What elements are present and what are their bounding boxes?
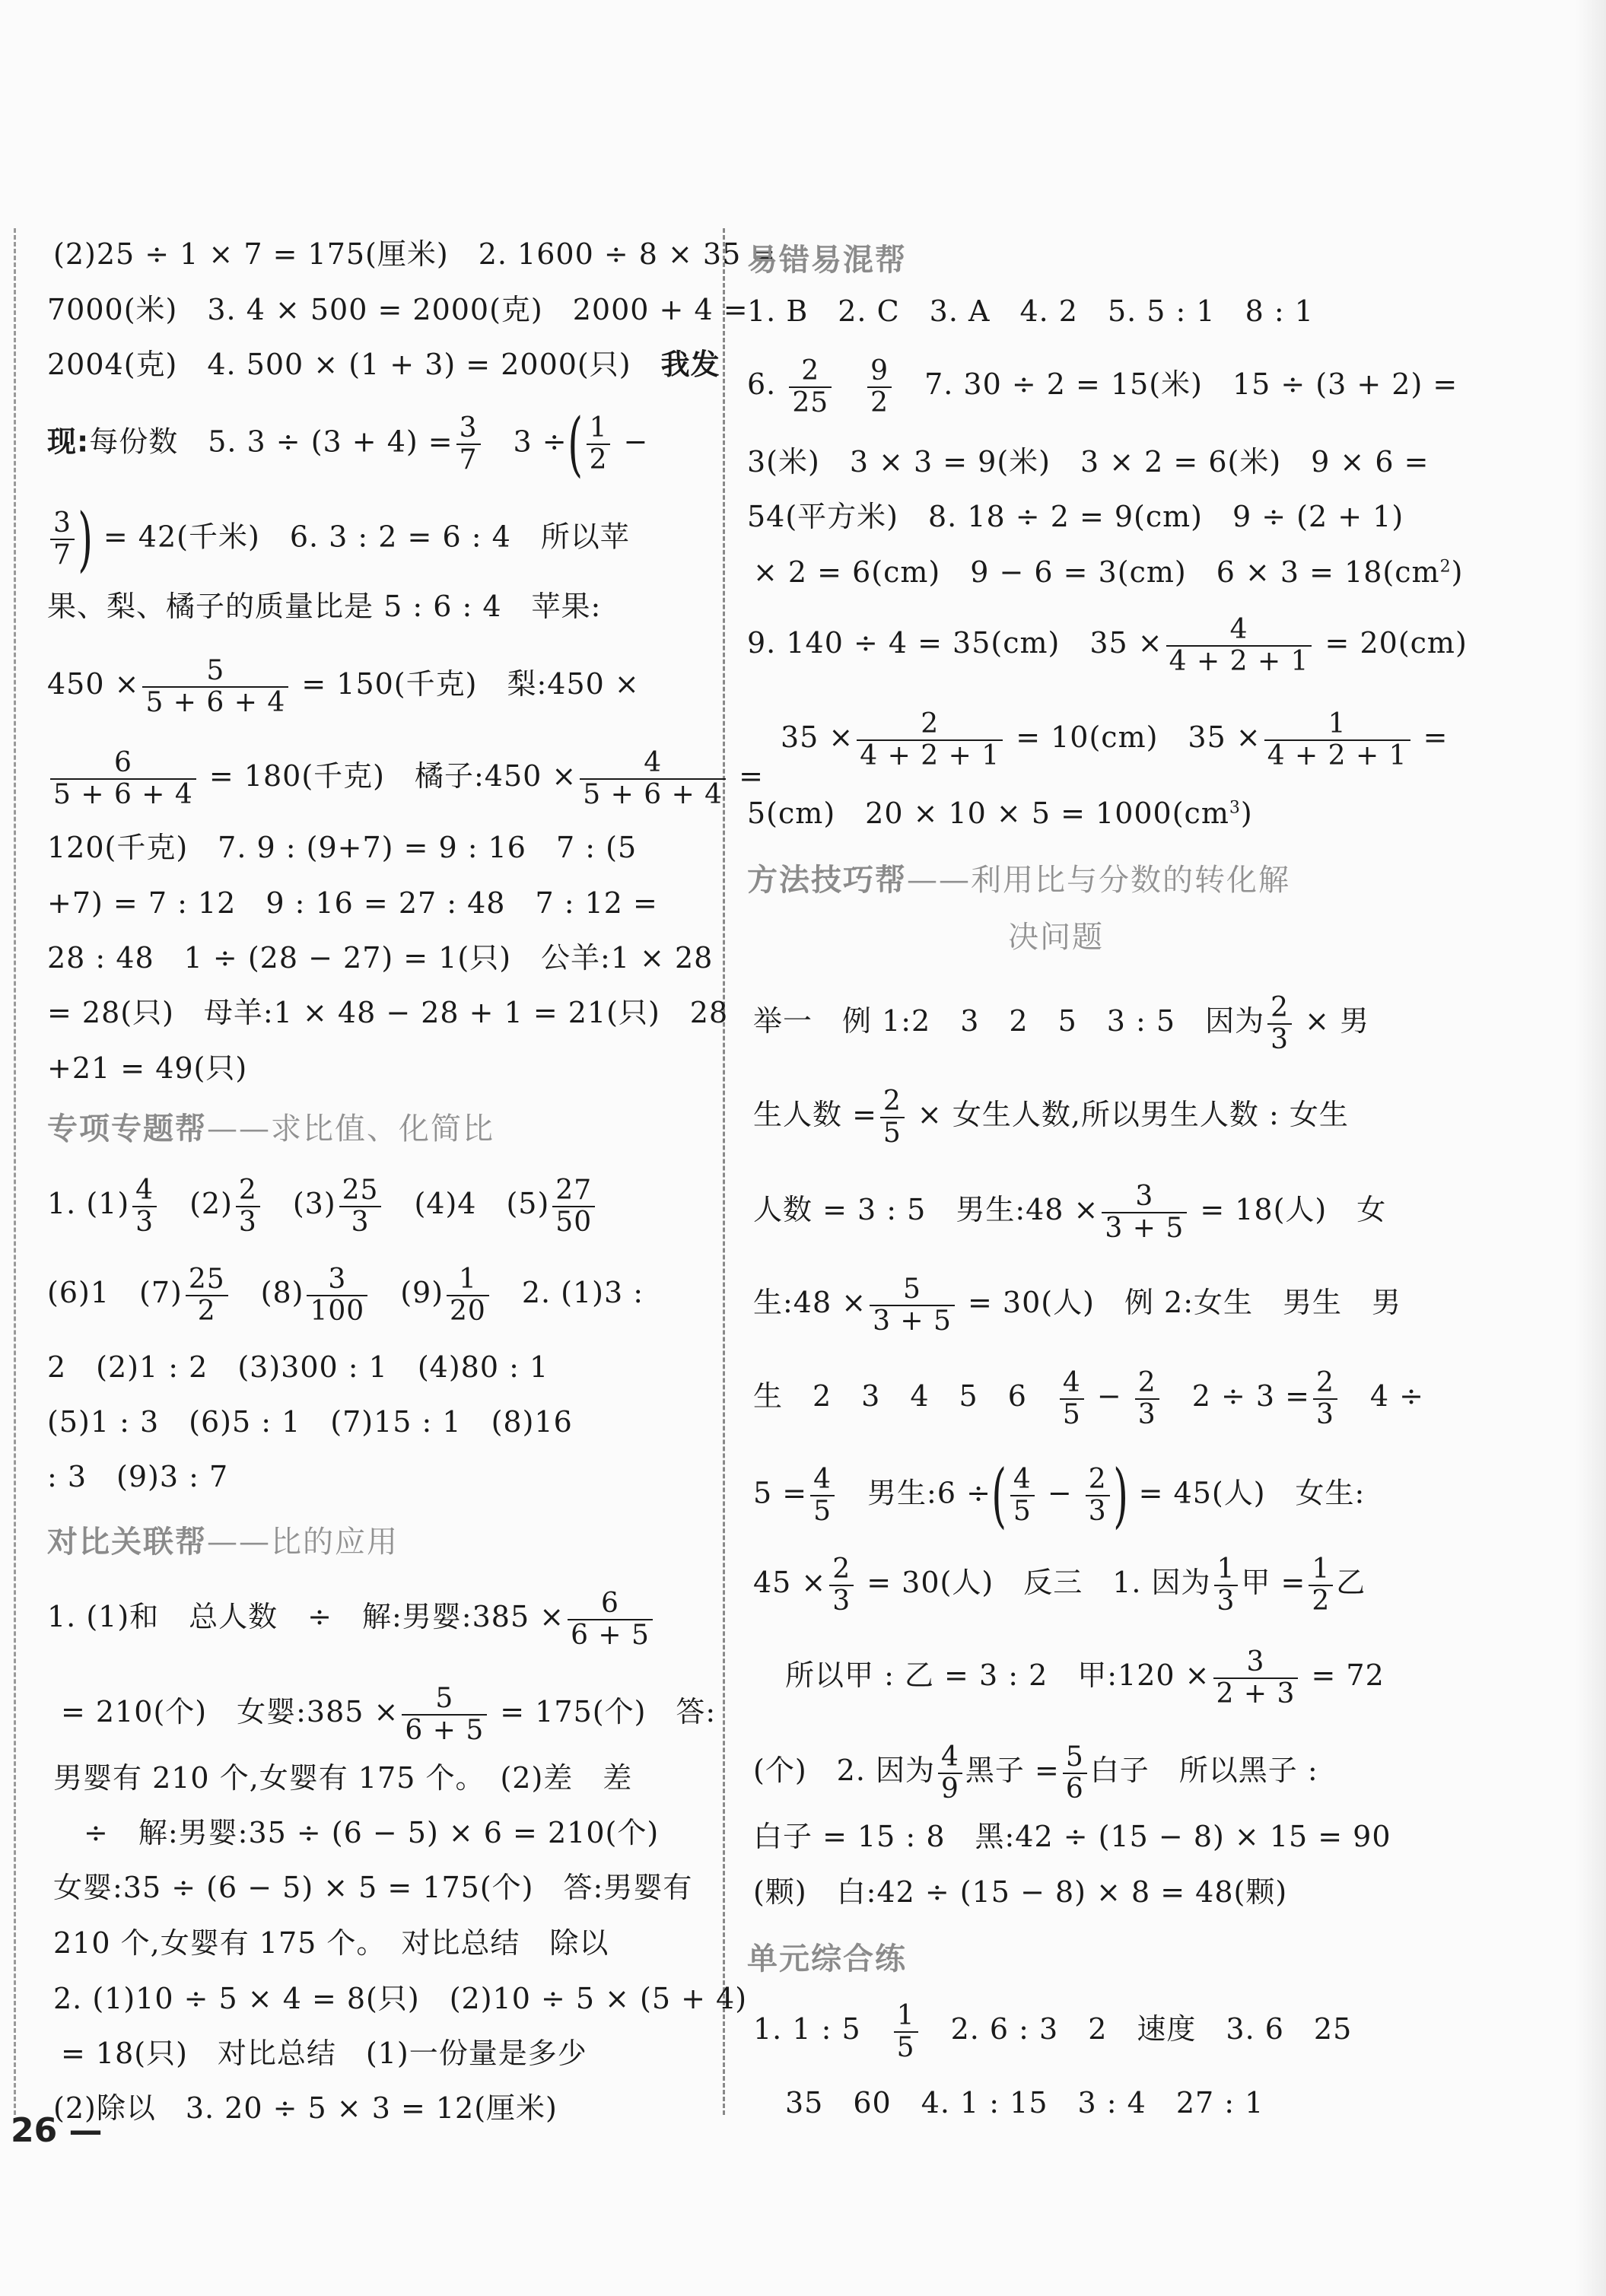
fraction: $\frac{3}{7}$ <box>50 508 75 570</box>
text-line: = 210(个) 女婴:385 × $\frac{5}{6 + 5}$ = 175(个) 答: <box>61 1683 717 1746</box>
text-line: 果、梨、橘子的质量比是 5 : 6 : 4 苹果: <box>47 590 602 623</box>
fraction: $\frac{1}{2}$ <box>1309 1554 1333 1616</box>
text-line: 54(平方米) 8. 18 ÷ 2 = 9(cm) 9 ÷ (2 + 1) <box>747 500 1404 533</box>
text-line: (6)1 (7) $\frac{25}{2}$ (8) $\frac{3}{100}$ (9) $\frac{1}{20}$ 2. (1)3 : <box>47 1264 644 1327</box>
text-line: 所以甲 : 乙 = 3 : 2 甲:120 × $\frac{3}{2 + 3}$ = 72 <box>785 1646 1385 1709</box>
text-line: +21 = 49(只) <box>47 1051 248 1085</box>
text-line: $\frac{6}{5 + 6 + 4}$ = 180(千克) 橘子:450 × $\frac{4}{5 + 6 + 4}$ = <box>47 748 764 809</box>
fraction: $\frac{1}{3}$ <box>1214 1554 1239 1616</box>
section-heading: 单元综合练 <box>747 1941 907 1976</box>
text-line: 5 = $\frac{4}{5}$ 男生:6 ÷( $\frac{4}{5}$ − $\frac{2}{3}$ ) = 45(人) 女生: <box>753 1455 1366 1536</box>
fraction: $\frac{2}{25}$ <box>789 356 832 418</box>
text-line: 450 × $\frac{5}{5 + 6 + 4}$ = 150(千克) 梨:450 × <box>47 655 640 718</box>
fraction: $\frac{2}{3}$ <box>1313 1368 1337 1429</box>
text-line: 1. (1)和 总人数 ÷ 解:男婴:385 × $\frac{6}{6 + 5}$ <box>47 1588 656 1650</box>
text-line: (2)除以 3. 20 ÷ 5 × 3 = 12(厘米) <box>53 2091 558 2125</box>
section-heading: 对比关联帮——比的应用 <box>47 1525 399 1560</box>
section-heading: 易错易混帮 <box>747 243 907 278</box>
text-line: 生 2 3 4 5 6 $\frac{4}{5}$ − $\frac{2}{3}$ 2 ÷ 3 = $\frac{2}{3}$ 4 ÷ <box>753 1367 1424 1430</box>
text-line: (5)1 : 3 (6)5 : 1 (7)15 : 1 (8)16 <box>47 1405 573 1439</box>
fraction: $\frac{4}{5}$ <box>1010 1464 1035 1526</box>
fraction: $\frac{1}{20}$ <box>447 1264 489 1326</box>
text-line: 9. 140 ÷ 4 = 35(cm) 35 × $\frac{4}{4 + 2 + 1}$ = 20(cm) <box>747 614 1468 677</box>
section-heading: 专项专题帮——求比值、化简比 <box>47 1111 495 1146</box>
fraction: $\frac{6}{6 + 5}$ <box>568 1588 653 1650</box>
text-line: 人数 = 3 : 5 男生:48 × $\frac{3}{3 + 5}$ = 18(人) 女 <box>753 1181 1387 1244</box>
text-line: 45 × $\frac{2}{3}$ = 30(人) 反三 1. 因为 $\frac{1}{3}$ 甲 = $\frac{1}{2}$ 乙 <box>753 1553 1366 1617</box>
fraction: $\frac{1}{5}$ <box>894 2001 918 2062</box>
text-line: $\frac{3}{7}$ ) = 42(千米) 6. 3 : 2 = 6 : 4 所以苹 <box>47 504 630 574</box>
text-line: 男婴有 210 个,女婴有 175 个。 (2)差 差 <box>53 1761 633 1795</box>
text-line: 6. $\frac{2}{25}$ $\frac{9}{2}$ 7. 30 ÷ 2 = 15(米) 15 ÷ (3 + 2) = <box>747 355 1458 418</box>
page-number: 26 — <box>11 2111 103 2150</box>
text-line: 2004(克) 4. 500 × (1 + 3) = 2000(只) 我发 <box>47 348 720 381</box>
text-line: 生人数 = $\frac{2}{5}$ × 女生人数,所以男生人数 : 女生 <box>753 1086 1349 1149</box>
text-line: 1. 1 : 5 $\frac{1}{5}$ 2. 6 : 3 2 速度 3. 6 25 <box>753 2000 1353 2063</box>
text-line: 女婴:35 ÷ (6 − 5) × 5 = 175(个) 答:男婴有 <box>53 1871 693 1904</box>
text-line: 35 60 4. 1 : 15 3 : 4 27 : 1 <box>785 2086 1264 2120</box>
fraction: $\frac{9}{2}$ <box>867 356 892 418</box>
fraction: $\frac{3}{7}$ <box>456 413 481 475</box>
fraction: $\frac{5}{3 + 5}$ <box>870 1274 955 1336</box>
fraction: $\frac{5}{6}$ <box>1063 1742 1087 1804</box>
text-line: 2. (1)10 ÷ 5 × 4 = 8(只) (2)10 ÷ 5 × (5 + 4) <box>53 1982 748 2015</box>
text-line: 1. B 2. C 3. A 4. 2 5. 5 : 1 8 : 1 <box>747 294 1314 328</box>
text-line: 35 × $\frac{2}{4 + 2 + 1}$ = 10(cm) 35 × $\frac{1}{4 + 2 + 1}$ = <box>781 708 1449 771</box>
text-line: (颗) 白:42 ÷ (15 − 8) × 8 = 48(颗) <box>753 1875 1288 1909</box>
fraction: $\frac{2}{3}$ <box>1086 1464 1110 1526</box>
fraction: $\frac{1}{2}$ <box>587 413 611 475</box>
fraction: $\frac{4}{5}$ <box>1060 1368 1084 1429</box>
text-line: 3(米) 3 × 3 = 9(米) 3 × 2 = 6(米) 9 × 6 = <box>747 445 1429 479</box>
fraction: $\frac{2}{3}$ <box>829 1554 854 1616</box>
fraction: $\frac{4}{3}$ <box>132 1175 157 1237</box>
fraction: $\frac{4}{4 + 2 + 1}$ <box>1166 615 1312 676</box>
fraction: $\frac{2}{3}$ <box>1267 993 1292 1054</box>
fraction: $\frac{2}{5}$ <box>880 1086 905 1148</box>
left-margin-rule <box>14 228 16 2115</box>
text-line: = 18(只) 对比总结 (1)一份量是多少 <box>61 2037 587 2070</box>
text-line: × 2 = 6(cm) 9 − 6 = 3(cm) $6 \times 3 = 18(cm^2)$ <box>753 555 1464 589</box>
fraction: $\frac{3}{2 + 3}$ <box>1213 1647 1299 1709</box>
text-line: (2)25 ÷ 1 × 7 = 175(厘米) 2. 1600 ÷ 8 × 35 = <box>53 237 777 271</box>
text-line: 1. (1) $\frac{4}{3}$ (2) $\frac{2}{3}$ (3) $\frac{25}{3}$ (4)4 (5) $\frac{27}{50}$ <box>47 1175 598 1237</box>
fraction: $\frac{5}{5 + 6 + 4}$ <box>142 656 288 717</box>
fraction: $\frac{2}{3}$ <box>236 1175 260 1237</box>
fraction: $\frac{3}{3 + 5}$ <box>1102 1181 1187 1243</box>
text-line: 举一 例 1:2 3 2 5 3 : 5 因为 $\frac{2}{3}$ × 男 <box>753 992 1369 1055</box>
fraction: $\frac{25}{3}$ <box>339 1175 382 1237</box>
fraction: $\frac{5}{6 + 5}$ <box>402 1684 487 1745</box>
fraction: $\frac{1}{4 + 2 + 1}$ <box>1264 709 1410 771</box>
section-heading: 方法技巧帮——利用比与分数的转化解 <box>747 863 1290 898</box>
fraction: $\frac{4}{5 + 6 + 4}$ <box>580 748 726 809</box>
page-edge-shadow <box>1576 0 1606 2296</box>
fraction: $\frac{25}{2}$ <box>186 1264 228 1326</box>
text-line: 生:48 × $\frac{5}{3 + 5}$ = 30(人) 例 2:女生 男生 男 <box>753 1274 1401 1337</box>
text-line: 2 (2)1 : 2 (3)300 : 1 (4)80 : 1 <box>47 1350 549 1384</box>
text-line: 7000(米) 3. 4 × 500 = 2000(克) 2000 + 4 = <box>47 293 749 326</box>
text-line: 5(cm) $20 \times 10 \times 5 = 1000(cm^3)$ <box>747 797 1253 830</box>
text-line: ÷ 解:男婴:35 ÷ (6 − 5) × 6 = 210(个) <box>84 1816 660 1849</box>
section-heading-continued: 决问题 <box>1008 920 1104 955</box>
text-line: : 3 (9)3 : 7 <box>47 1460 229 1493</box>
fraction: $\frac{2}{3}$ <box>1135 1368 1159 1429</box>
fraction: $\frac{3}{100}$ <box>307 1264 367 1326</box>
text-line: 现:每份数 5. 3 ÷ (3 + 4) = $\frac{3}{7}$ 3 ÷( $\frac{1}{2}$ − <box>47 403 649 485</box>
fraction: $\frac{6}{5 + 6 + 4}$ <box>50 748 196 809</box>
column-divider <box>723 228 725 2115</box>
fraction: $\frac{2}{4 + 2 + 1}$ <box>857 709 1003 771</box>
fraction: $\frac{27}{50}$ <box>552 1175 595 1237</box>
text-line: 210 个,女婴有 175 个。 对比总结 除以 <box>53 1926 609 1960</box>
text-line: (个) 2. 因为 $\frac{4}{9}$ 黑子 = $\frac{5}{6}$ 白子 所以黑子 : <box>753 1741 1318 1805</box>
fraction: $\frac{4}{9}$ <box>938 1742 962 1804</box>
fraction: $\frac{4}{5}$ <box>810 1464 835 1526</box>
text-line: +7) = 7 : 12 9 : 16 = 27 : 48 7 : 12 = <box>47 886 658 920</box>
text-line: 28 : 48 1 ÷ (28 − 27) = 1(只) 公羊:1 × 28 <box>47 941 714 975</box>
text-line: = 28(只) 母羊:1 × 48 − 28 + 1 = 21(只) 28 <box>47 996 729 1029</box>
text-line: 120(千克) 7. 9 : (9+7) = 9 : 16 7 : (5 <box>47 831 638 864</box>
text-line: 白子 = 15 : 8 黑:42 ÷ (15 − 8) × 15 = 90 <box>753 1820 1391 1853</box>
